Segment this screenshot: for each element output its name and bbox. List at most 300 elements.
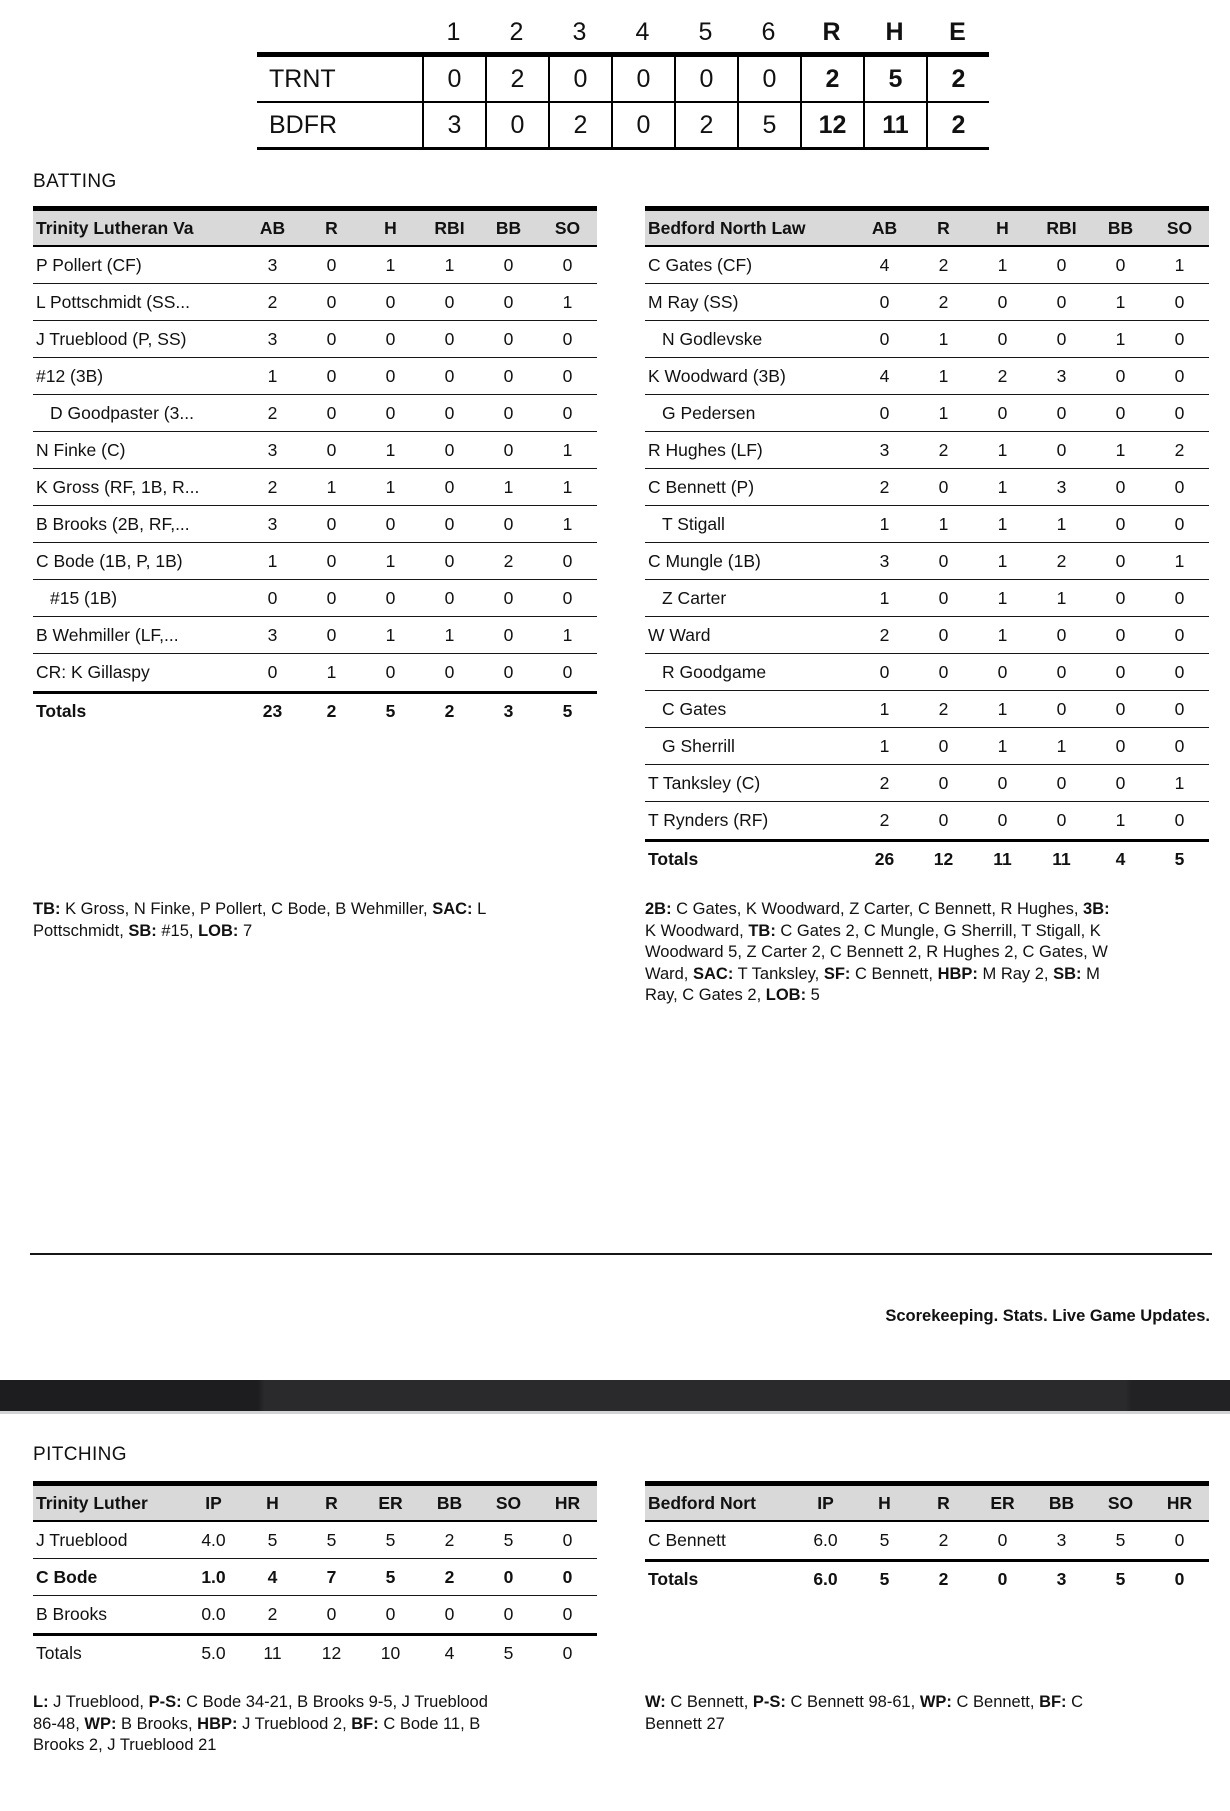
stat-value: 1 [1174,254,1185,275]
stat-column-header: IP [205,1492,222,1513]
note-text: #15, [156,921,199,940]
stat-value: 5 [385,1566,396,1587]
stat-value: 0 [1115,254,1126,275]
stat-value: 2 [444,1566,455,1587]
stat-value: 1 [938,328,949,349]
stat-value: 0 [503,439,514,460]
player-name: W Ward [648,624,711,645]
stat-value: 1 [385,550,396,571]
batting-table-home [645,206,1209,876]
totals-label: Totals [648,1568,699,1589]
inning-score: 2 [548,103,611,147]
team-name-header: Trinity Luther [36,1492,148,1513]
inning-header: 6 [761,17,776,46]
note-label: P-S: [752,1693,786,1711]
stat-value: 0 [562,365,573,386]
stat-value: 0 [1174,402,1185,423]
note-text: J Trueblood, [48,1693,149,1711]
player-name: R Hughes (LF) [648,439,763,460]
stat-value: 1 [938,402,949,423]
stat-value: 2 [267,1604,278,1624]
player-name: N Finke (C) [36,439,126,460]
stat-value: 0 [385,328,396,349]
player-name: B Brooks (2B, RF,... [36,513,190,534]
note-text: C Bennett 98-61, [785,1693,920,1711]
stat-value: 5 [326,1529,337,1550]
stat-value: 1 [1115,439,1126,460]
note-text: C Bennett, [951,1693,1040,1711]
stat-value: 0 [267,587,278,608]
stat-value: 0 [1115,513,1126,534]
note-label: SF: [823,964,851,983]
note-text: C Bode 11, B Brooks 2, J Trueblood 21 [33,1714,481,1754]
stat-value: 3 [1056,1530,1067,1550]
stat-value: 0 [1174,476,1185,497]
rhe-value: 12 [800,103,863,147]
stat-column-header: R [937,217,950,238]
note-label: W: [645,1693,666,1711]
stat-value: 0 [562,1529,573,1550]
stat-value: 1 [326,476,337,497]
pitching-tables-row [33,1481,1209,1670]
stat-value: 1 [385,476,396,497]
stat-value: 0 [385,662,396,682]
player-name: T Tanksley (C) [648,772,761,793]
team-name-header: Bedford Nort [648,1492,756,1513]
note-label: LOB: [765,986,807,1004]
team-name-header: Trinity Lutheran Va [36,217,194,238]
linescore-header-spacer [257,12,422,52]
totals-value: 3 [503,700,514,721]
stat-value: 0 [326,624,337,645]
stat-value: 2 [1174,439,1185,460]
stat-value: 0 [1174,810,1185,830]
stat-column-header: H [266,1492,279,1513]
note-text: J Trueblood 2, [237,1714,352,1733]
note-text: C Bennett 27 [645,1693,1084,1733]
stat-column-header: IP [817,1492,834,1513]
rhe-header: E [949,17,966,46]
stat-value: 0 [1115,624,1126,645]
stat-value: 0 [444,402,455,423]
stat-value: 3 [267,513,278,534]
linescore-header-row [257,12,989,57]
stat-value: 0 [385,365,396,386]
player-name: G Pedersen [662,402,756,423]
player-name: K Gross (RF, 1B, R... [36,476,200,497]
stat-value: 0 [326,513,337,534]
player-name: C Gates (CF) [648,254,753,275]
totals-value: 2 [938,1568,949,1589]
totals-label: Totals [36,1642,82,1663]
stat-value: 0 [1056,402,1067,423]
stat-value: 0 [1115,661,1126,682]
stat-column-header: BB [495,217,522,238]
stat-value: 0 [1056,810,1067,830]
stat-value: 0 [879,328,890,349]
stat-value: 0 [879,291,890,312]
stat-value: 0 [444,662,455,682]
note-label: 3B: [1083,900,1110,918]
stat-value: 1 [562,513,573,534]
stat-value: 2 [938,698,949,719]
totals-value: 12 [321,1642,342,1663]
stat-value: 0 [938,587,949,608]
player-name: C Bennett (P) [648,476,755,497]
inning-score: 0 [737,57,800,101]
player-name: K Woodward (3B) [648,365,786,386]
player-name: C Bode (1B, P, 1B) [36,550,183,571]
stat-value: 0 [562,662,573,682]
batting-notes-home [645,899,1209,1007]
stat-value: 2 [938,254,949,275]
totals-value: 11 [1052,848,1071,869]
player-name: #12 (3B) [36,365,104,386]
stat-value: 0 [562,1566,573,1587]
totals-value: 0 [997,1568,1008,1589]
player-name: B Wehmiller (LF,... [36,624,179,645]
stat-value: 3 [267,439,278,460]
player-name: Z Carter [662,587,727,608]
player-row [645,247,1209,284]
stat-value: 0 [1174,291,1185,312]
stat-value: 3 [1056,365,1067,386]
stat-value: 1 [385,439,396,460]
stat-column-header: SO [495,1492,522,1513]
stat-value: 0 [562,587,573,608]
stat-column-header: AB [871,217,898,238]
stat-value: 0 [997,328,1008,349]
stat-value: 1 [997,587,1008,608]
stat-value: 1 [997,513,1008,534]
stat-value: 1 [938,513,949,534]
stat-column-header: SO [1107,1492,1134,1513]
stat-value: 1 [938,365,949,386]
player-row [645,802,1209,839]
totals-value: 4 [1115,848,1126,869]
player-row [645,617,1209,654]
player-row [33,1522,597,1559]
player-name: R Goodgame [662,661,767,682]
stat-value: 0 [385,291,396,312]
stat-column-header: RBI [1046,217,1077,238]
player-name: P Pollert (CF) [36,254,142,275]
stat-value: 1 [997,698,1008,719]
player-name: T Stigall [662,513,725,534]
stat-column-header: BB [1048,1492,1075,1513]
stat-value: 0 [1115,550,1126,571]
stat-value: 0 [503,1604,514,1624]
team-name-header: Bedford North Law [648,217,806,238]
stat-value: 5 [879,1530,890,1550]
stat-value: 0 [1174,735,1185,756]
stat-value: 0 [503,662,514,682]
totals-label: Totals [648,848,699,869]
stat-value: 0 [444,1604,455,1624]
pitching-notes-away [33,1692,597,1757]
stat-value: 0 [326,550,337,571]
stat-value: 0 [1174,513,1185,534]
stat-value: 0 [444,291,455,312]
inning-header: 3 [572,17,587,46]
player-row [33,580,597,617]
player-name: CR: K Gillaspy [36,662,150,682]
stat-value: 1 [562,624,573,645]
stat-value: 1 [385,254,396,275]
stat-value: 1 [562,291,573,312]
stat-value: 0 [938,735,949,756]
note-text: C Gates, K Woodward, Z Carter, C Bennett, R Hughes, [671,900,1084,918]
stat-column-header: BB [436,1492,463,1513]
player-name: G Sherrill [662,735,735,756]
player-name: J Trueblood [36,1529,128,1550]
inning-header: 1 [446,17,461,46]
player-row [645,543,1209,580]
stat-value: 0 [385,587,396,608]
player-row [645,728,1209,765]
stat-value: 0 [562,550,573,571]
stat-value: 0 [1174,328,1185,349]
note-text: 5 [806,986,820,1004]
note-label: HBP: [937,964,978,983]
batting-table-away [33,206,597,728]
totals-value: 11 [993,848,1012,869]
stat-column-header: HR [554,1492,581,1513]
stat-value: 1 [879,735,890,756]
stat-value: 0 [326,291,337,312]
inning-score: 0 [611,57,674,101]
player-name: C Gates [662,698,727,719]
stat-value: 0 [1115,698,1126,719]
totals-value: 5 [1115,1568,1126,1589]
stat-value: 0 [938,810,949,830]
note-text: M Ray 2, [977,964,1054,983]
player-row [645,506,1209,543]
stat-value: 0 [1174,1530,1185,1550]
stat-value: 0 [562,402,573,423]
stat-value: 1 [267,365,278,386]
player-row [645,1522,1209,1559]
stat-value: 1 [997,254,1008,275]
stat-value: 0 [444,365,455,386]
totals-row [645,1559,1209,1596]
player-row [645,691,1209,728]
stat-value: 7 [326,1566,337,1587]
linescore-table [257,12,989,150]
stat-value: 2 [938,1530,949,1550]
stat-value: 1 [997,624,1008,645]
rhe-header: H [885,17,904,46]
totals-value: 10 [380,1642,401,1663]
player-name: C Bennett [648,1530,726,1550]
stat-value: 0 [1056,661,1067,682]
stat-value: 0 [444,476,455,497]
stat-value: 4 [879,365,890,386]
stat-value: 0 [503,365,514,386]
stat-value: 0 [385,1604,396,1624]
stat-value: 2 [879,476,890,497]
stat-value: 0 [1056,698,1067,719]
inning-header: 2 [509,17,524,46]
pitching-section-title: PITCHING [33,1444,127,1465]
totals-label: Totals [36,700,87,721]
player-row [645,358,1209,395]
totals-value: 23 [262,700,283,721]
inning-header: 5 [698,17,713,46]
player-row [33,654,597,691]
player-row [33,506,597,543]
stat-value: 5 [385,1529,396,1550]
stat-value: 0 [938,661,949,682]
stat-value: 0 [444,328,455,349]
pitching-notes-row [33,1692,1209,1757]
rhe-header: R [822,17,841,46]
note-label: SB: [1053,964,1082,983]
note-label: TB: [33,900,61,918]
stat-column-header: SO [554,217,581,238]
tagline-text: Scorekeeping. Stats. Live Game Updates. [885,1307,1210,1325]
stat-value: 3 [879,439,890,460]
stat-value: 0 [1115,735,1126,756]
stat-value: 0 [1174,365,1185,386]
totals-value: 26 [874,848,895,869]
player-name: B Brooks [36,1604,107,1624]
player-row [33,321,597,358]
player-row [645,284,1209,321]
inning-score: 0 [422,57,485,101]
player-name: L Pottschmidt (SS... [36,291,190,312]
stat-value: 0 [1115,772,1126,793]
player-name: M Ray (SS) [648,291,739,312]
stat-column-header: RBI [434,217,465,238]
player-row [33,543,597,580]
stat-value: 2 [267,291,278,312]
stat-value: 0 [997,1530,1008,1550]
totals-value: 5 [1174,848,1185,869]
stat-value: 0 [444,513,455,534]
inning-score: 0 [611,103,674,147]
inning-score: 0 [548,57,611,101]
note-label: BF: [1039,1693,1067,1711]
player-name: T Rynders (RF) [648,810,769,830]
player-row [33,1596,597,1633]
stat-table-header-row [645,1481,1209,1522]
stat-value: 6.0 [813,1530,838,1550]
stat-value: 0 [997,772,1008,793]
note-label: 2B: [645,900,672,918]
totals-row [33,1633,597,1670]
stat-value: 1 [267,550,278,571]
totals-value: 2 [326,700,337,721]
stat-value: 3 [1056,476,1067,497]
stat-column-header: H [384,217,397,238]
stat-value: 1 [997,476,1008,497]
stat-value: 2 [503,550,514,571]
stat-value: 3 [267,328,278,349]
stat-table-header-row [645,206,1209,247]
stat-value: 4 [879,254,890,275]
stat-value: 0 [385,402,396,423]
stat-value: 1 [997,439,1008,460]
player-name: N Godlevske [662,328,763,349]
stat-value: 5 [1115,1530,1126,1550]
stat-value: 0 [1056,254,1067,275]
stat-value: 0 [503,402,514,423]
player-row [33,432,597,469]
stat-value: 0 [1056,624,1067,645]
team-abbreviation: BDFR [269,110,338,139]
stat-value: 0 [1115,587,1126,608]
stat-value: 5 [503,1529,514,1550]
note-label: TB: [748,921,776,940]
stat-value: 1 [879,513,890,534]
stat-value: 1 [503,476,514,497]
note-text: M Ray, C Gates 2, [645,964,1100,1004]
pitching-notes-home [645,1692,1209,1735]
stat-value: 0 [1174,587,1185,608]
player-name: C Mungle (1B) [648,550,761,571]
stat-column-header: R [325,217,338,238]
stat-value: 3 [267,624,278,645]
rhe-value: 11 [863,103,926,147]
totals-value: 5 [385,700,396,721]
stat-column-header: H [878,1492,891,1513]
stat-column-header: AB [259,217,286,238]
note-label: SAC: [692,964,734,983]
note-label: LOB: [198,921,239,940]
stat-value: 0.0 [201,1604,226,1624]
stat-value: 0 [1056,328,1067,349]
rhe-value: 2 [926,57,989,101]
player-row [645,432,1209,469]
stat-value: 1 [1115,291,1126,312]
stat-value: 0 [503,291,514,312]
note-text: B Brooks, [116,1714,198,1733]
stat-value: 0 [385,513,396,534]
stat-value: 0 [879,402,890,423]
stat-column-header: ER [378,1492,403,1513]
totals-value: 12 [933,848,954,869]
stat-value: 1 [997,735,1008,756]
stat-value: 0 [267,662,278,682]
stat-value: 4 [267,1566,278,1587]
stat-value: 3 [267,254,278,275]
totals-value: 11 [263,1642,282,1663]
stat-value: 1 [1115,328,1126,349]
stat-value: 0 [1115,402,1126,423]
note-text: 7 [238,921,253,940]
inning-score: 3 [422,103,485,147]
player-row [645,469,1209,506]
stat-value: 0 [1174,624,1185,645]
stat-value: 0 [997,402,1008,423]
player-row [33,1559,597,1596]
stat-value: 0 [997,810,1008,830]
player-row [33,395,597,432]
stat-value: 5 [267,1529,278,1550]
stat-value: 1 [444,254,455,275]
note-label: HBP: [197,1714,238,1733]
stat-value: 0 [326,328,337,349]
rhe-value: 2 [926,103,989,147]
player-row [645,395,1209,432]
stat-value: 1 [326,662,337,682]
inning-score: 2 [485,57,548,101]
totals-value: 5 [879,1568,890,1589]
stat-value: 2 [267,476,278,497]
stat-column-header: SO [1166,217,1193,238]
inning-score: 5 [737,103,800,147]
